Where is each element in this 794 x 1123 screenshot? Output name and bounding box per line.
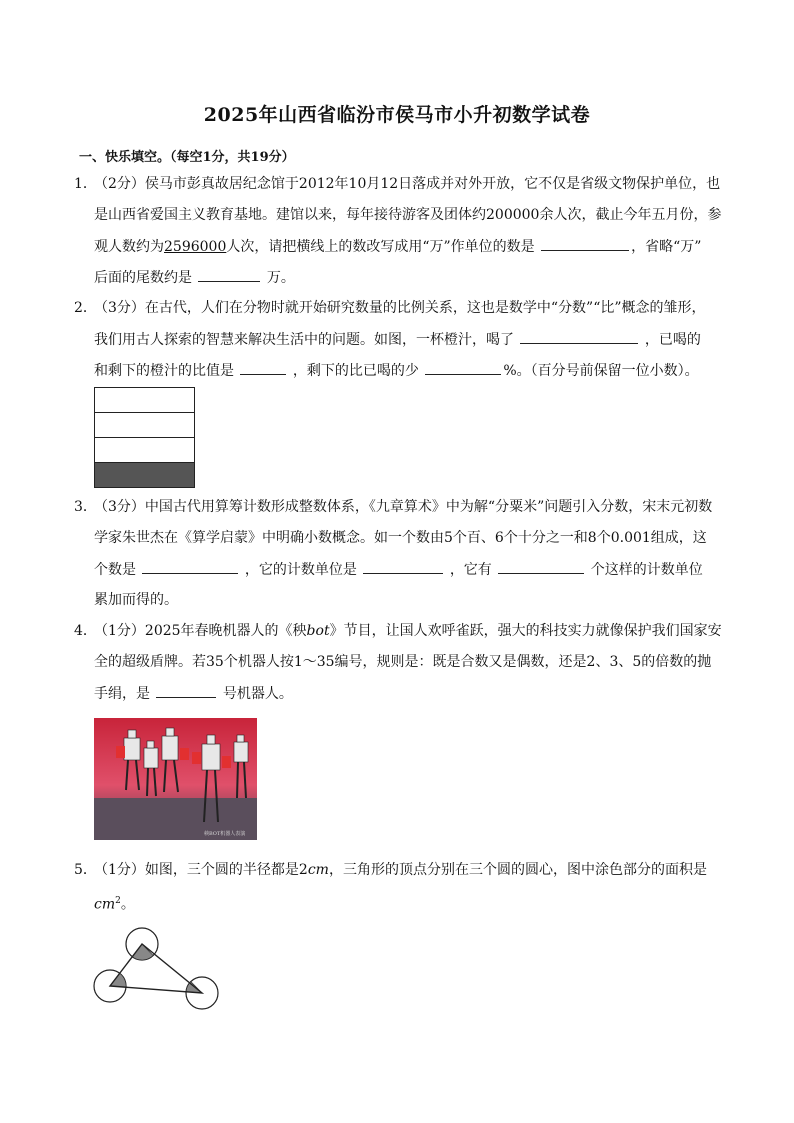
q3-line-2: 学家朱世杰在《算学启蒙》中明确小数概念。如一个数由5个百、6个十分之一和8个0.001组成，这 (94, 530, 707, 546)
q2-blank-3[interactable] (425, 360, 501, 375)
q2-line-2: 我们用古人探索的智慧来解决生活中的问题。如图，一杯橙汁，喝了 ，已喝的 (94, 329, 701, 350)
q1-line-2: 是山西省爱国主义教育基地。建馆以来，每年接待游客及团体约200000余人次，截止今年五月份，参 (94, 207, 722, 223)
q5-line-2: $cm^2$。 (94, 896, 135, 913)
q3-blank-3[interactable] (498, 559, 584, 574)
cup-part-juice (95, 463, 195, 488)
q3-line-4: 累加而得的。 (94, 592, 178, 608)
q3-line-3: 个数是 ，它的计数单位是 ，它有 个这样的计数单位 (94, 559, 703, 580)
q4-blank-1[interactable] (156, 683, 216, 698)
q1-line-3: 观人数约为2596000人次，请把横线上的数改写成用“万”作单位的数是 ，省略“万” (94, 236, 701, 257)
q4-line-3: 手绢，是 号机器人。 (94, 683, 293, 704)
photo-caption: 秧BOT机器人表演 (204, 831, 246, 837)
underlined-number: 2596000 (164, 239, 227, 255)
robot-performance-photo (94, 718, 257, 840)
q2-line-3: 和剩下的橙汁的比值是 ，剩下的比已喝的少 %。（百分号前保留一位小数）。 (94, 360, 699, 381)
juice-cup-diagram (94, 387, 195, 488)
q5-number: 5． (74, 862, 97, 878)
q4-line-1: 4．（1分）2025年春晚机器人的《秧bot》节目，让国人欢呼雀跃，强大的科技实力就像保护我们国家安 (74, 623, 722, 639)
cup-part-empty-3 (95, 438, 195, 463)
q3-line-1: 3．（3分）中国古代用算筹计数形成整数体系，《九章算术》中为解“分粟米”问题引入分数，宋末元初数 (74, 499, 713, 515)
q1-number: 1． (74, 176, 97, 192)
cup-part-empty-1 (95, 388, 195, 413)
three-circles-diagram (90, 924, 225, 1010)
section-heading: 一、快乐填空。（每空1分，共19分） (79, 150, 295, 165)
q4-line-2: 全的超级盾牌。若35个机器人按1～35编号，规则是：既是合数又是偶数，还是2、3、5的倍数的抛 (94, 654, 712, 670)
page-title: 2025年山西省临汾市侯马市小升初数学试卷 (203, 104, 591, 126)
q2-line-1: 2．（3分）在古代，人们在分物时就开始研究数量的比例关系，这也是数学中“分数”“比”概念的雏形， (74, 300, 706, 316)
q1-blank-1[interactable] (541, 236, 629, 251)
q2-number: 2． (74, 300, 97, 316)
q1-line-1: 1．（2分）侯马市彭真故居纪念馆于2012年10月12日落成并对外开放，它不仅是省级文物保护单位，也 (74, 176, 721, 192)
q3-blank-1[interactable] (142, 559, 238, 574)
cup-part-empty-2 (95, 413, 195, 438)
q3-blank-2[interactable] (363, 559, 443, 574)
q2-blank-2[interactable] (240, 360, 286, 375)
q5-line-1: 5．（1分）如图，三个圆的半径都是2cm，三角形的顶点分别在三个圆的圆心，图中涂色部分的面积是 (74, 862, 707, 878)
q1-blank-2[interactable] (198, 267, 260, 282)
q1-line-4: 后面的尾数约是 万。 (94, 267, 295, 288)
q2-blank-1[interactable] (520, 329, 638, 344)
q3-number: 3． (74, 499, 97, 515)
q4-number: 4． (74, 623, 97, 639)
